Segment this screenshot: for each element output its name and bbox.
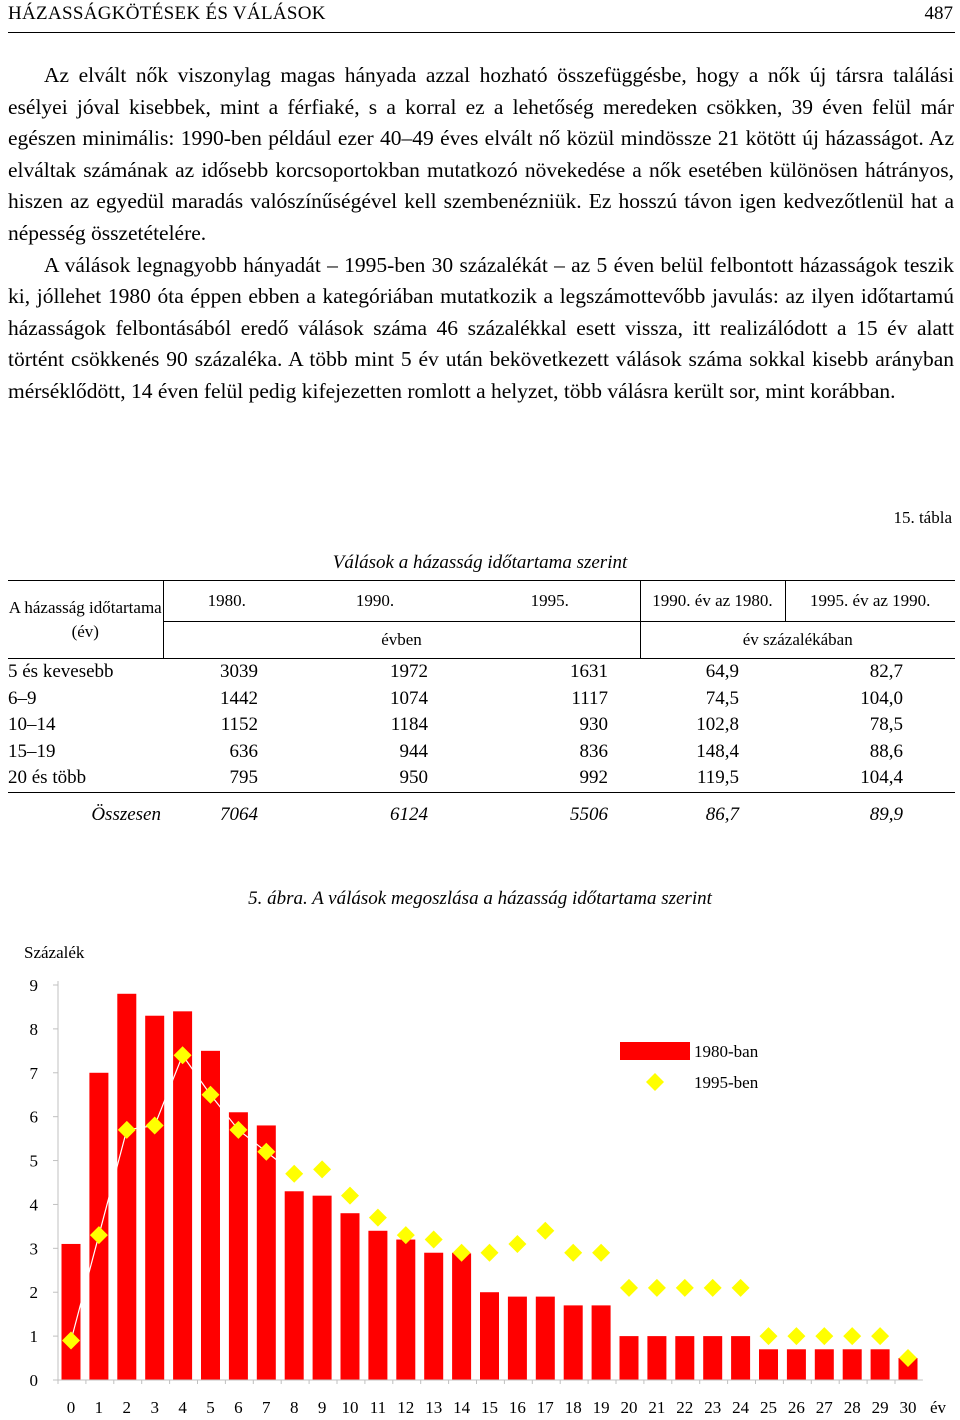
table-cell: 88,6: [869, 740, 903, 762]
x-tick-label: 20: [620, 1398, 638, 1417]
data-point-marker: [843, 1327, 861, 1345]
data-point-marker: [732, 1279, 750, 1297]
table-cell: 6124: [390, 803, 428, 825]
bar: [173, 1011, 192, 1380]
legend-swatch-marker: [646, 1073, 664, 1091]
y-tick-label: 6: [29, 1107, 38, 1127]
x-tick-label: 0: [66, 1398, 76, 1417]
table-row: [8, 765, 955, 792]
bar: [508, 1297, 527, 1380]
x-tick-label: 24: [732, 1398, 750, 1417]
bar: [871, 1349, 890, 1380]
data-point-marker: [871, 1327, 889, 1345]
x-tick-label: 22: [676, 1398, 694, 1417]
x-tick-label: 17: [536, 1398, 554, 1417]
bar: [424, 1253, 443, 1380]
x-tick-label: 8: [289, 1398, 299, 1417]
x-tick-label: 11: [369, 1398, 387, 1417]
table-cell: 1631: [570, 661, 608, 683]
x-tick-label: 29: [871, 1398, 889, 1417]
data-point-marker: [481, 1244, 499, 1262]
row-header-label: A házasság időtartama (év): [8, 581, 163, 659]
col-header-ratio-1995: 1995. év az 1990.: [810, 591, 931, 610]
bar: [229, 1112, 248, 1380]
bar: [620, 1336, 639, 1380]
x-tick-label: 13: [425, 1398, 443, 1417]
data-point-marker: [648, 1279, 666, 1297]
x-tick-label: 25: [760, 1398, 777, 1417]
table-cell: 944: [399, 740, 428, 762]
data-point-marker: [704, 1279, 722, 1297]
y-tick-label: 2: [29, 1283, 38, 1303]
table-cell: 3039: [220, 661, 258, 683]
table-label: 15. tábla: [893, 508, 952, 527]
x-tick-label: 28: [843, 1398, 861, 1417]
table-cell: 836: [579, 740, 608, 762]
data-point-marker: [760, 1327, 778, 1345]
table-cell: 74,5: [705, 687, 739, 709]
table-total-row: [8, 792, 955, 837]
x-tick-label: 18: [564, 1398, 582, 1417]
x-tick-label: 23: [704, 1398, 722, 1417]
bar: [703, 1336, 722, 1380]
x-tick-label: 6: [234, 1398, 243, 1417]
bar: [285, 1191, 304, 1380]
row-label: 15–19: [8, 740, 56, 762]
table-cell: 78,5: [869, 714, 903, 736]
bar: [564, 1305, 583, 1380]
data-point-marker: [369, 1209, 387, 1227]
x-tick-label: 5: [206, 1398, 215, 1417]
body-text: [8, 60, 954, 408]
x-tick-label: 9: [317, 1398, 327, 1417]
running-title: HÁZASSÁGKÖTÉSEK ÉS VÁLÁSOK: [8, 3, 326, 24]
col-header-1990: 1990.: [355, 591, 395, 610]
group-header-percent: év százalékában: [640, 622, 955, 659]
table-cell: 992: [579, 767, 608, 789]
x-tick-label: 10: [341, 1398, 359, 1417]
table-cell: 119,5: [696, 767, 739, 789]
y-tick-label: 4: [29, 1195, 38, 1215]
table-cell: 1152: [220, 714, 258, 736]
y-axis-title: Százalék: [24, 943, 85, 962]
row-label: 5 és kevesebb: [8, 661, 114, 683]
x-tick-label: 27: [815, 1398, 833, 1417]
x-axis-title: év: [930, 1398, 947, 1417]
bar: [341, 1213, 360, 1380]
table-cell: 1074: [390, 687, 428, 709]
page-header: [8, 0, 955, 33]
table-cell: 104,4: [860, 767, 903, 789]
table-cell: 104,0: [860, 687, 903, 709]
y-tick-label: 1: [29, 1327, 38, 1347]
table-title: Válások a házasság időtartama szerint: [332, 552, 628, 573]
x-tick-label: 19: [592, 1398, 610, 1417]
table-cell: 5506: [570, 803, 608, 825]
x-tick-label: 1: [94, 1398, 104, 1417]
bar: [117, 994, 136, 1380]
group-header-years: évben: [163, 622, 640, 659]
row-label: 6–9: [8, 687, 37, 709]
col-header-ratio-1990: 1990. év az 1980.: [640, 581, 785, 622]
data-point-marker: [508, 1235, 526, 1253]
table-cell: 7064: [220, 803, 258, 825]
table-cell: 950: [399, 767, 428, 789]
bar: [787, 1349, 806, 1380]
legend-label: 1995-ben: [694, 1073, 759, 1092]
data-point-marker: [536, 1222, 554, 1240]
divorces-table: [8, 580, 955, 837]
chart-caption: 5. ábra. A válások megoszlása a házasság időtartama szerint: [248, 888, 712, 909]
table-cell: 1117: [571, 687, 608, 709]
table-cell: 86,7: [705, 803, 739, 825]
page-number: 487: [924, 3, 953, 24]
x-tick-label: 26: [787, 1398, 805, 1417]
x-tick-label: 30: [899, 1398, 917, 1417]
bar: [313, 1196, 332, 1380]
bar: [592, 1305, 611, 1380]
paragraph-1: Az elvált nők viszonylag magas hányada azzal hozható összefüggésbe, hogy a nők új társra találási esélyei jóval kisebbek, mint a férfiaké, s a korral ez a lehetőség meredeken csökken, 39 éven felül már egészen minimális: 1990-ben például ezer 40–49 éves elvált nő közül mindössze 21 kötött új házasságot. Az elváltak számának az idősebb korcsoportokban mutatkozó növekedése a nők esetében különösen hátrányos, hiszen az egyedül maradás valószínűségével kell szembenézniük. Ez hosszú távon igen kedvezőtlenül hat a népesség összetételére.: [8, 63, 954, 245]
table-cell: 82,7: [869, 661, 903, 683]
x-tick-label: 14: [453, 1398, 471, 1417]
table-cell: 1972: [390, 661, 428, 683]
table-cell: 102,8: [696, 714, 739, 736]
table-cell: 1184: [390, 714, 428, 736]
bar: [759, 1349, 778, 1380]
data-point-marker: [620, 1279, 638, 1297]
col-header-1980: 1980.: [207, 591, 246, 610]
table-cell: 795: [229, 767, 258, 789]
bar: [480, 1292, 499, 1380]
total-label: Összesen: [91, 803, 161, 825]
table-cell: 1442: [220, 687, 258, 709]
bar: [731, 1336, 750, 1380]
bar: [62, 1244, 81, 1380]
col-header-1995: 1995.: [460, 581, 640, 622]
x-tick-label: 3: [150, 1398, 159, 1417]
data-point-marker: [676, 1279, 694, 1297]
table-cell: 636: [229, 740, 258, 762]
paragraph-2: A válások legnagyobb hányadát – 1995-ben 30 százalékát – az 5 éven belül felbontott házasságok teszik ki, jóllehet 1980 óta éppen ebben a kategóriában mutatkozik a legszámottevőbb javulás: az ilyen időtartamú házasságok felbontásából eredő válások száma 46 százalékkal esett vissza, itt realizálódott a 15 év alatt történt csökkenés 90 százaléka. A több mint 5 év után bekövetkezett válások száma sokkal kisebb arányban mérséklődött, 14 éven felül pedig kifejezetten romlott a helyzet, több válásra került sor, mint korábban.: [8, 252, 954, 403]
y-tick-label: 5: [29, 1151, 38, 1171]
data-point-marker: [564, 1244, 582, 1262]
bar: [396, 1240, 415, 1380]
data-point-marker: [592, 1244, 610, 1262]
bar: [815, 1349, 834, 1380]
x-tick-label: 21: [648, 1398, 666, 1417]
y-tick-label: 9: [29, 976, 38, 995]
y-tick-label: 0: [29, 1371, 38, 1390]
data-table-wrapper: [8, 580, 955, 837]
legend-swatch-bar: [620, 1042, 690, 1060]
row-label: 20 és több: [8, 767, 87, 789]
x-tick-label: 2: [122, 1398, 132, 1417]
bar: [145, 1016, 164, 1380]
data-point-marker: [787, 1327, 805, 1345]
bar: [647, 1336, 666, 1380]
table-row: [8, 712, 955, 739]
data-point-marker: [815, 1327, 833, 1345]
table-row: [8, 686, 955, 713]
y-tick-label: 3: [29, 1239, 38, 1259]
bar: [368, 1231, 387, 1380]
x-tick-label: 16: [508, 1398, 526, 1417]
x-tick-label: 12: [397, 1398, 415, 1417]
bar: [452, 1253, 471, 1380]
legend-label: 1980-ban: [694, 1042, 759, 1061]
data-point-marker: [285, 1165, 303, 1183]
data-point-marker: [425, 1231, 443, 1249]
row-label: 10–14: [8, 714, 56, 736]
x-tick-label: 15: [481, 1398, 498, 1417]
bar: [843, 1349, 862, 1380]
table-cell: 89,9: [869, 803, 903, 825]
bar: [536, 1297, 555, 1380]
table-cell: 148,4: [696, 740, 739, 762]
x-tick-label: 7: [262, 1398, 271, 1417]
bar: [675, 1336, 694, 1380]
bar: [257, 1125, 276, 1380]
table-cell: 930: [579, 714, 608, 736]
y-tick-label: 7: [29, 1063, 38, 1083]
x-tick-label: 4: [178, 1398, 187, 1417]
table-cell: 64,9: [705, 661, 739, 683]
divorce-distribution-chart: [0, 930, 960, 1420]
table-row: [8, 659, 955, 686]
table-row: [8, 739, 955, 766]
y-tick-label: 8: [29, 1019, 38, 1039]
